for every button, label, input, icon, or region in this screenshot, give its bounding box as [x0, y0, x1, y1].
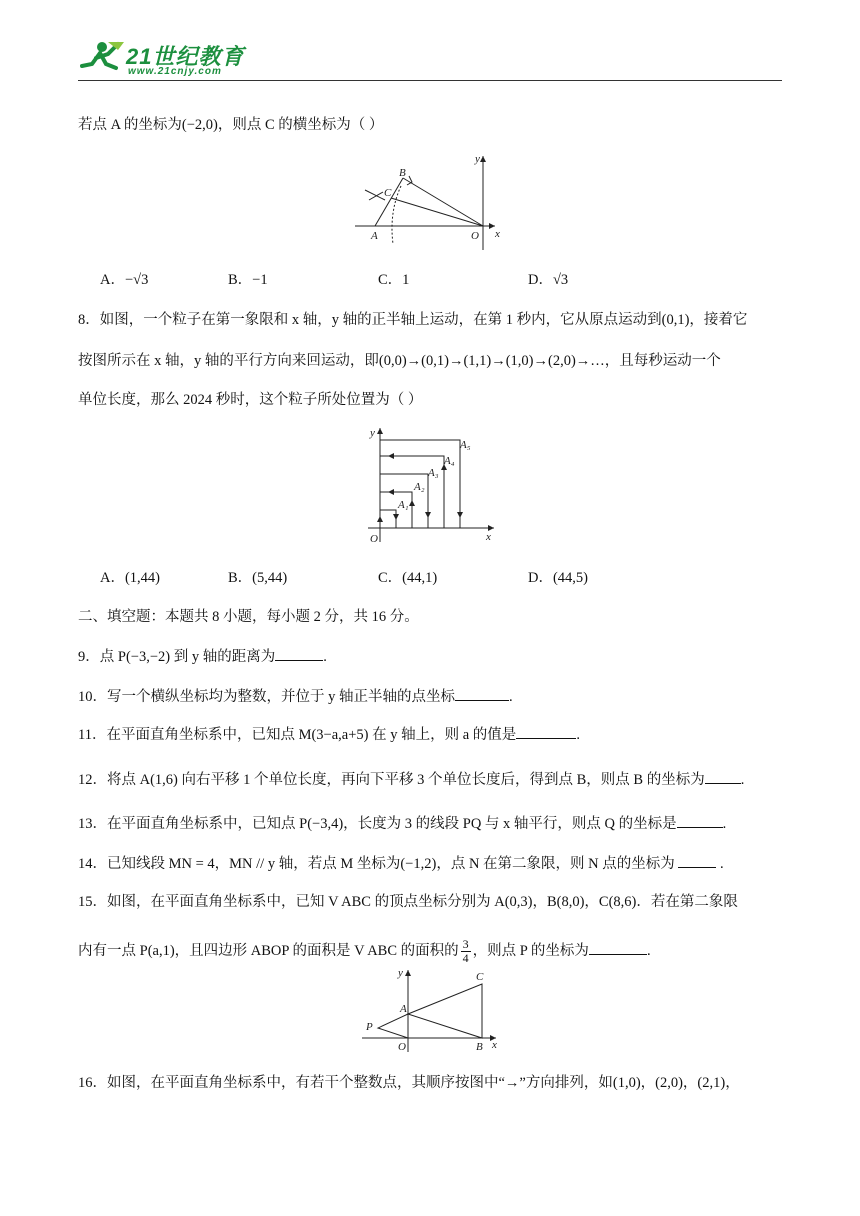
- q13-blank[interactable]: [677, 813, 723, 828]
- section-2-heading: 二、填空题：本题共 8 小题，每小题 2 分，共 16 分。: [78, 609, 419, 625]
- q16-text-line1: 16．如图，在平面直角坐标系中，有若干个整数点，其顺序按图中“→”方向排列，如(1,0)，(2,0)，(2,1)，: [78, 1075, 740, 1091]
- q7-option-a: A．−√3: [100, 272, 149, 288]
- q13-text: 13．在平面直角坐标系中，已知点 P(−3,4)，长度为 3 的线段 PQ 与 x 轴平行，则点 Q 的坐标是 .: [78, 813, 726, 834]
- q11-text: 11．在平面直角坐标系中，已知点 M(3−a,a+5) 在 y 轴上，则 a 的值是 .: [78, 724, 580, 745]
- q8-label-a5: A₅: [460, 439, 471, 451]
- q15-label-x: x: [492, 1039, 497, 1051]
- q15-text-line1: 15．如图，在平面直角坐标系中，已知 V ABC 的顶点坐标分别为 A(0,3)，B(8,0)，C(8,6)．若在第二象限: [78, 894, 738, 910]
- fraction-three-quarters: $\frac{3}{4}$: [462, 937, 469, 965]
- q10-blank[interactable]: [455, 686, 509, 701]
- q7-text: 若点 A 的坐标为(−2,0)，则点 C 的横坐标为（ ）: [78, 117, 384, 133]
- q7-label-c: C: [384, 187, 392, 199]
- q7-option-b: B．−1: [228, 272, 268, 288]
- q7-label-b: B: [399, 167, 406, 179]
- page-header: [78, 38, 782, 81]
- q8-option-d: D．(44,5): [528, 570, 589, 586]
- q10-text: 10．写一个横纵坐标均为整数，并位于 y 轴正半轴的点坐标 .: [78, 686, 513, 707]
- q8-label-a4: A₄: [444, 455, 455, 467]
- q8-label-x: x: [486, 531, 491, 543]
- runner-logo-icon: [78, 40, 126, 78]
- q14-blank[interactable]: [678, 853, 716, 868]
- q8-figure: [362, 424, 502, 548]
- q14-text: 14．已知线段 MN = 4，MN // y 轴，若点 M 坐标为(−1,2)，点 N 在第二象限，则 N 点的坐标为 .: [78, 853, 724, 874]
- q7-option-c: C．1: [378, 272, 410, 288]
- q8-label-a1: A₁: [398, 499, 409, 511]
- q15-label-o: O: [398, 1041, 406, 1053]
- q7-label-x: x: [495, 228, 500, 240]
- logo-text: 21世纪教育: [126, 44, 245, 69]
- q7-label-y: y: [475, 153, 480, 165]
- q15-label-y: y: [398, 967, 403, 979]
- q8-label-a2: A₂: [414, 481, 425, 493]
- q15-label-p: P: [366, 1021, 373, 1033]
- q15-text-line2: 内有一点 P(a,1)，且四边形 ABOP 的面积是 V ABC 的面积的 $\frac{3}{4}$ ，则点 P 的坐标为 .: [78, 937, 651, 965]
- logo-subtext: www.21cnjy.com: [128, 66, 222, 77]
- q15-label-c: C: [476, 971, 484, 983]
- q7-figure: [355, 152, 505, 252]
- q8-label-o: O: [370, 533, 378, 545]
- q12-text: 12．将点 A(1,6) 向右平移 1 个单位长度，再向下平移 3 个单位长度后，得到点 B，则点 B 的坐标为 .: [78, 769, 744, 790]
- q8-text-line3: 单位长度，那么 2024 秒时，这个粒子所处位置为（ ）: [78, 392, 423, 408]
- q8-option-c: C．(44,1): [378, 570, 438, 586]
- q7-option-d: D．√3: [528, 272, 569, 288]
- q7-label-o: O: [471, 230, 479, 242]
- q8-text-line1: 8．如图，一个粒子在第一象限和 x 轴，y 轴的正半轴上运动，在第 1 秒内，它从原点运动到(0,1)，接着它: [78, 312, 748, 328]
- q8-option-b: B．(5,44): [228, 570, 288, 586]
- q15-label-a: A: [400, 1003, 407, 1015]
- q15-label-b: B: [476, 1041, 483, 1053]
- q11-blank[interactable]: [516, 724, 576, 739]
- q15-blank[interactable]: [589, 940, 647, 955]
- q8-label-a3: A₃: [428, 467, 439, 479]
- q15-figure: [358, 966, 508, 1056]
- q8-label-y: y: [370, 427, 375, 439]
- q8-text-line2: 按图所示在 x 轴，y 轴的平行方向来回运动，即(0,0)→(0,1)→(1,1)→(1,0)→(2,0)→…，且每秒运动一个: [78, 353, 721, 369]
- q12-blank[interactable]: [705, 769, 741, 784]
- q9-blank[interactable]: [275, 646, 323, 661]
- q9-text: 9．点 P(−3,−2) 到 y 轴的距离为 .: [78, 646, 327, 667]
- q7-label-a: A: [371, 230, 378, 242]
- q8-option-a: A．(1,44): [100, 570, 161, 586]
